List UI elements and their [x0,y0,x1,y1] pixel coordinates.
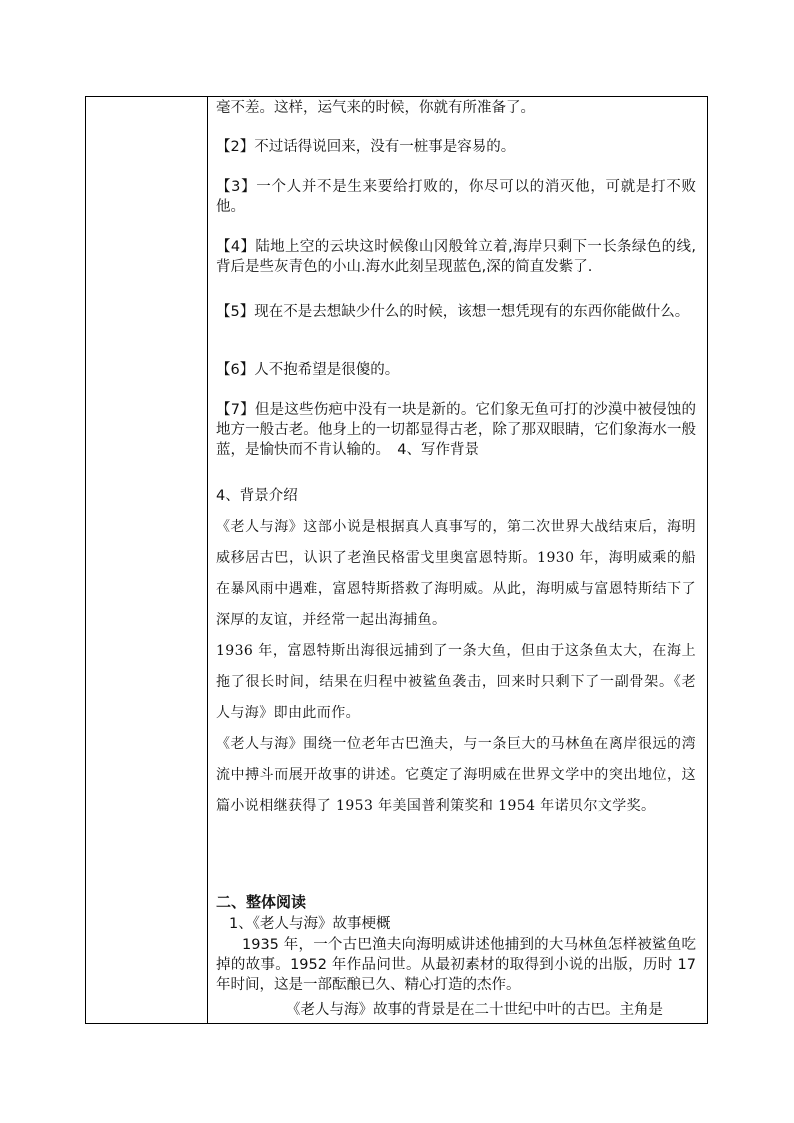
quote-4: 【4】陆地上空的云块这时候像山冈般耸立着,海岸只剩下一长条绿色的线,背后是些灰青色的小山.海水此刻呈现蓝色,深的简直发紫了. [216,239,696,275]
section-2-para-1: 1935 年，一个古巴渔夫向海明威讲述他捕到的大马林鱼怎样被鲨鱼吃掉的故事。1952 年作品问世。从最初素材的取得到小说的出版，历时 17 年时间，这是一部酝酿已久、精心打造的杰作。 [216,937,696,993]
background-para-3: 《老人与海》围绕一位老年古巴渔夫，与一条巨大的马林鱼在离岸很远的湾流中搏斗而展开故事的讲述。它奠定了海明威在世界文学中的突出地位，这篇小说相继获得了 1953 年美国普利策奖和 1954 年诺贝尔文学奖。 [216,736,696,814]
column-divider [207,97,208,1023]
quote-2: 【2】不过话得说回来，没有一桩事是容易的。 [216,139,516,155]
background-para-2: 1936 年，富恩特斯出海很远捕到了一条大鱼，但由于这条鱼太大，在海上拖了很长时间，结果在归程中被鲨鱼袭击，回来时只剩下了一副骨架。《老人与海》即由此而作。 [216,643,696,721]
document-table [85,96,708,1024]
section-2-para-2: 《老人与海》故事的背景是在二十世纪中叶的古巴。主角是 [286,1002,663,1018]
quote-5: 【5】现在不是去想缺少什么的时候，该想一想凭现有的东西你能做什么。 [216,304,690,320]
section-2-sub-1: 1、《老人与海》故事梗概 [229,916,391,932]
background-para-1: 《老人与海》这部小说是根据真人真事写的，第二次世界大战结束后，海明威移居古巴，认识了老渔民格雷戈里奥富恩特斯。1930 年，海明威乘的船在暴风雨中遇难，富恩特斯搭救了海明威。从此，海明威与富恩特斯结下了深厚的友谊，并经常一起出海捕鱼。 [216,519,696,628]
section-2-heading: 二、整体阅读 [216,893,307,911]
quote-6: 【6】人不抱希望是很傻的。 [216,362,400,378]
quote-3: 【3】一个人并不是生来要给打败的，你尽可以的消灭他，可就是打不败他。 [216,179,696,215]
background-heading: 4、背景介绍 [216,488,298,504]
quote-1-tail: 毫不差。这样，运气来的时候，你就有所准备了。 [216,100,535,116]
quote-7: 【7】但是这些伤疤中没有一块是新的。它们象无鱼可打的沙漠中被侵蚀的地方一般古老。他身上的一切都显得古老，除了那双眼睛，它们象海水一般蓝，是愉快而不肯认输的。 4、写作背景 [216,402,696,458]
